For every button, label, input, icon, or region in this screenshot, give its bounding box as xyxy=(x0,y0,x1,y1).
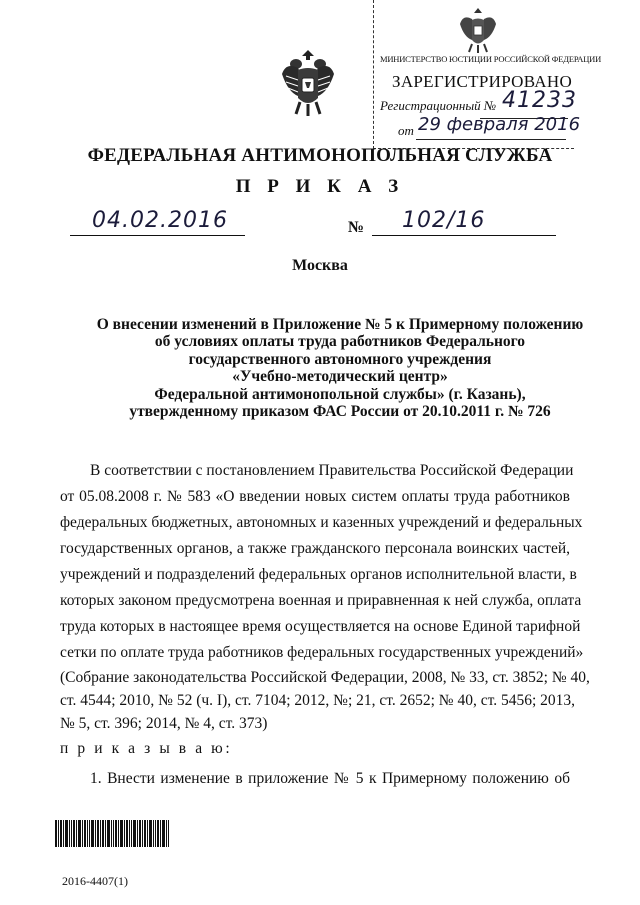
stamp-from-label: от xyxy=(398,123,414,138)
title-line: Федеральной антимонопольной службы» (г. Казань), xyxy=(154,385,526,403)
body-line: федеральных бюджетных, автономных и казенных учреждений и федеральных xyxy=(60,514,583,531)
order-number-sign: № xyxy=(348,219,365,236)
body-line: (Собрание законодательства Российской Федерации, 2008, № 33, ст. 3852; № 40, xyxy=(60,669,590,686)
stamp-coat-of-arms-icon xyxy=(456,6,500,56)
title-line: утвержденному приказом ФАС России от 20.10.2011 г. № 726 xyxy=(129,403,551,421)
stamp-registered-label: ЗАРЕГИСТРИРОВАНО xyxy=(392,72,573,91)
body-line: сетки по оплате труда работников федеральных государственных учреждений» xyxy=(60,644,584,661)
document-type: П Р И К А З xyxy=(235,176,405,197)
agency-title: ФЕДЕРАЛЬНАЯ АНТИМОНОПОЛЬНАЯ СЛУЖБА xyxy=(87,145,553,166)
title-line: государственного автономного учреждения xyxy=(188,350,492,368)
stamp-regnum-label: Регистрационный № xyxy=(380,98,497,113)
order-date-line xyxy=(70,235,245,236)
stamp-date-underline xyxy=(416,139,566,140)
stamp-date-handwritten: 29 февраля 2016 xyxy=(418,114,581,135)
preamble-paragraph xyxy=(60,458,590,735)
body-line: учреждений и подразделений федеральных органов исполнительной власти, в xyxy=(60,566,577,583)
body-line: которых законом предусмотрена военная и приравненная к ней служба, оплата xyxy=(60,592,582,609)
order-number-handwritten: 102/16 xyxy=(402,208,486,233)
barcode-image xyxy=(55,820,169,847)
document-title xyxy=(40,316,640,420)
body-line: труда которых в настоящее время осуществляется на основе Единой тарифной xyxy=(60,618,581,635)
order-number-line xyxy=(372,235,556,236)
stamp-ministry-name: МИНИСТЕРСТВО ЮСТИЦИИ РОССИЙСКОЙ ФЕДЕРАЦИИ xyxy=(380,54,602,64)
body-line: В соответствии с постановлением Правительства Российской Федерации xyxy=(90,462,574,479)
body-line: от 05.08.2008 г. № 583 «О введении новых систем оплаты труда работников xyxy=(60,488,570,505)
title-line: «Учебно-методический центр» xyxy=(232,368,448,386)
body-line: государственных органов, а также гражданского персонала воинских частей, xyxy=(60,540,570,557)
order-date-handwritten: 04.02.2016 xyxy=(92,208,228,233)
document-code: 2016-4407(1) xyxy=(62,874,128,888)
order-item-1: 1. Внести изменение в приложение № 5 к Примерному положению об xyxy=(90,770,570,787)
title-line: О внесении изменений в Приложение № 5 к Примерному положению xyxy=(96,316,584,333)
stamp-regnum-handwritten: 41233 xyxy=(502,88,577,113)
city-name: Москва xyxy=(292,257,348,274)
prikazyvayu-label: п р и к а з ы в а ю: xyxy=(60,740,233,757)
title-line: об условиях оплаты труда работников Федерального xyxy=(154,333,526,351)
coat-of-arms-emblem xyxy=(276,46,340,122)
body-line: № 5, ст. 396; 2014, № 4, ст. 373) xyxy=(60,715,268,732)
body-line: ст. 4544; 2010, № 52 (ч. I), ст. 7104; 2012, №; 21, ст. 2652; № 40, ст. 5456; 2013, xyxy=(60,692,576,709)
